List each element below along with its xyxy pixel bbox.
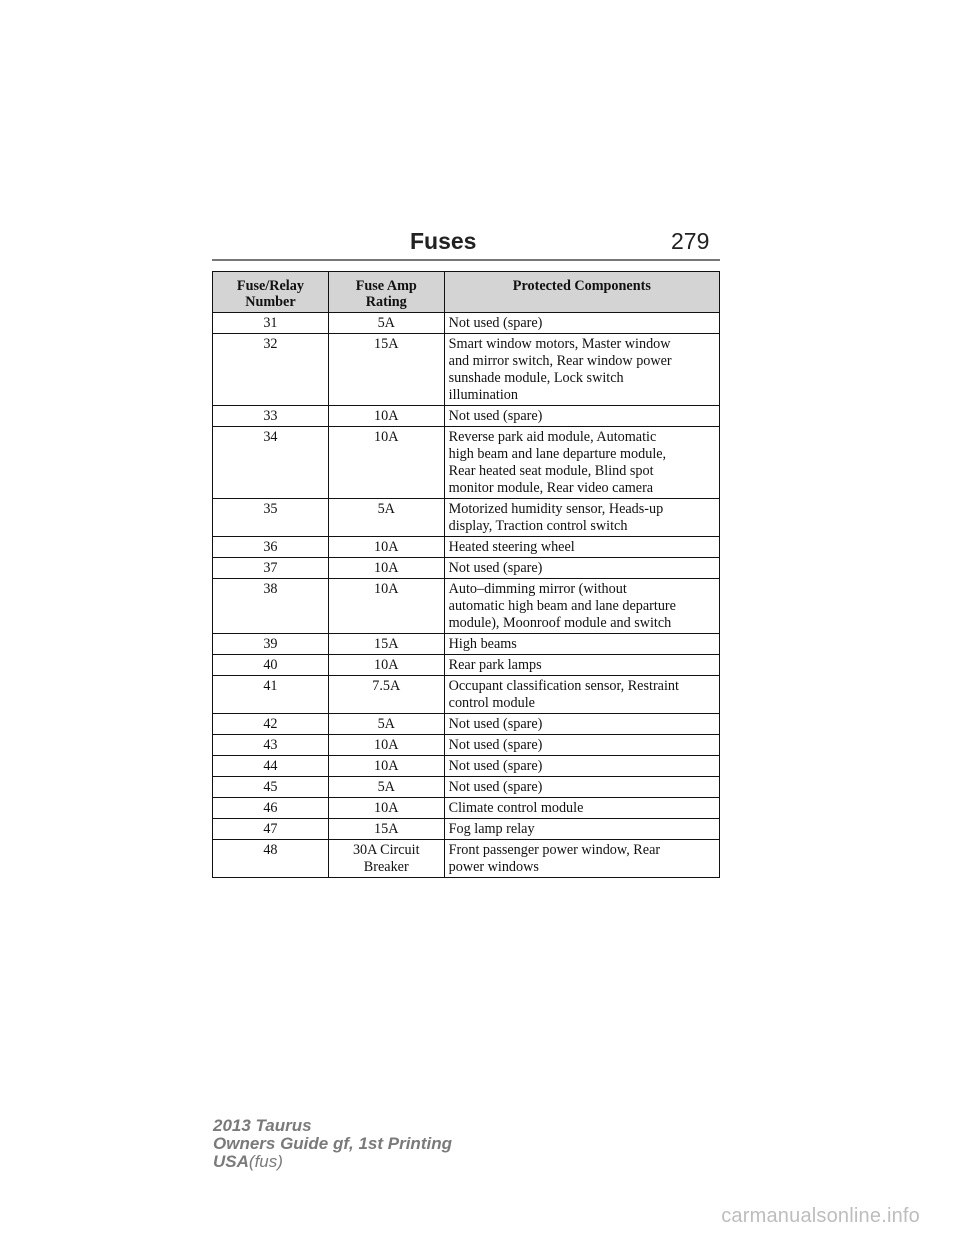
- fuse-table-body: [213, 313, 720, 878]
- table-row: [213, 579, 720, 634]
- protected-components-cell: Reverse park aid module, Automatic high beam and lane departure module, Rear heated seat module, Blind spot monitor module, Rear video camera: [444, 427, 719, 499]
- fuse-number-cell: 44: [213, 756, 329, 777]
- amp-rating-cell: 30A Circuit Breaker: [328, 840, 444, 878]
- protected-components-cell: Not used (spare): [444, 313, 719, 334]
- fuse-number-cell: 48: [213, 840, 329, 878]
- protected-components-cell: Fog lamp relay: [444, 819, 719, 840]
- watermark: carmanualsonline.info: [721, 1205, 920, 1227]
- protected-components-cell: Front passenger power window, Rear power windows: [444, 840, 719, 878]
- fuse-number-cell: 38: [213, 579, 329, 634]
- table-row: [213, 714, 720, 735]
- amp-rating-cell: 10A: [328, 427, 444, 499]
- amp-rating-cell: 15A: [328, 334, 444, 406]
- protected-components-cell: Not used (spare): [444, 714, 719, 735]
- protected-components-cell: Smart window motors, Master window and mirror switch, Rear window power sunshade module, Lock switch illumination: [444, 334, 719, 406]
- table-row: [213, 634, 720, 655]
- protected-components-cell: Climate control module: [444, 798, 719, 819]
- col-header-amp-rating: Fuse Amp Rating: [328, 272, 444, 313]
- page-number: 279: [671, 228, 710, 254]
- table-row: [213, 427, 720, 499]
- header-row: [213, 272, 720, 313]
- fuse-number-cell: 32: [213, 334, 329, 406]
- protected-components-cell: Auto–dimming mirror (without automatic high beam and lane departure module), Moonroof module and switch: [444, 579, 719, 634]
- table-row: [213, 676, 720, 714]
- amp-rating-cell: 10A: [328, 406, 444, 427]
- fuse-number-cell: 42: [213, 714, 329, 735]
- amp-rating-cell: 5A: [328, 714, 444, 735]
- amp-rating-cell: 10A: [328, 798, 444, 819]
- protected-components-cell: Not used (spare): [444, 406, 719, 427]
- protected-components-cell: Motorized humidity sensor, Heads-up display, Traction control switch: [444, 499, 719, 537]
- col-header-fuse-number: Fuse/Relay Number: [213, 272, 329, 313]
- table-row: [213, 655, 720, 676]
- fuse-number-cell: 37: [213, 558, 329, 579]
- table-row: [213, 406, 720, 427]
- fuse-number-cell: 43: [213, 735, 329, 756]
- fuse-number-cell: 47: [213, 819, 329, 840]
- amp-rating-cell: 10A: [328, 735, 444, 756]
- print-footer: [213, 1117, 452, 1171]
- protected-components-cell: Not used (spare): [444, 735, 719, 756]
- amp-rating-cell: 10A: [328, 558, 444, 579]
- fuse-number-cell: 35: [213, 499, 329, 537]
- protected-components-cell: Rear park lamps: [444, 655, 719, 676]
- table-row: [213, 819, 720, 840]
- header-rule: [212, 259, 720, 261]
- fuse-number-cell: 34: [213, 427, 329, 499]
- table-row: [213, 735, 720, 756]
- amp-rating-cell: 5A: [328, 499, 444, 537]
- protected-components-cell: Not used (spare): [444, 777, 719, 798]
- fuse-number-cell: 36: [213, 537, 329, 558]
- protected-components-cell: Occupant classification sensor, Restraint control module: [444, 676, 719, 714]
- footer-model: 2013 Taurus: [213, 1116, 312, 1135]
- table-row: [213, 334, 720, 406]
- amp-rating-cell: 10A: [328, 655, 444, 676]
- amp-rating-cell: 10A: [328, 756, 444, 777]
- fuse-number-cell: 33: [213, 406, 329, 427]
- fuse-number-cell: 39: [213, 634, 329, 655]
- fuse-table: [212, 271, 720, 878]
- footer-region-suffix: (fus): [248, 1152, 283, 1171]
- table-row: [213, 537, 720, 558]
- table-row: [213, 558, 720, 579]
- fuse-number-cell: 40: [213, 655, 329, 676]
- protected-components-cell: Not used (spare): [444, 558, 719, 579]
- amp-rating-cell: 15A: [328, 634, 444, 655]
- fuse-number-cell: 41: [213, 676, 329, 714]
- table-row: [213, 499, 720, 537]
- fuse-number-cell: 46: [213, 798, 329, 819]
- protected-components-cell: Heated steering wheel: [444, 537, 719, 558]
- amp-rating-cell: 5A: [328, 313, 444, 334]
- amp-rating-cell: 10A: [328, 579, 444, 634]
- fuse-number-cell: 31: [213, 313, 329, 334]
- protected-components-cell: Not used (spare): [444, 756, 719, 777]
- fuse-number-cell: 45: [213, 777, 329, 798]
- amp-rating-cell: 5A: [328, 777, 444, 798]
- table-row: [213, 840, 720, 878]
- table-row: [213, 313, 720, 334]
- footer-region-code: USA: [213, 1152, 249, 1171]
- table-row: [213, 798, 720, 819]
- table-row: [213, 777, 720, 798]
- fuse-table-header: [213, 272, 720, 313]
- amp-rating-cell: 15A: [328, 819, 444, 840]
- protected-components-cell: High beams: [444, 634, 719, 655]
- footer-edition: Owners Guide gf, 1st Printing: [213, 1134, 452, 1153]
- amp-rating-cell: 7.5A: [328, 676, 444, 714]
- col-header-protected-components: Protected Components: [444, 272, 719, 313]
- footer-region: [213, 1153, 452, 1171]
- table-row: [213, 756, 720, 777]
- amp-rating-cell: 10A: [328, 537, 444, 558]
- section-title: Fuses: [410, 228, 477, 254]
